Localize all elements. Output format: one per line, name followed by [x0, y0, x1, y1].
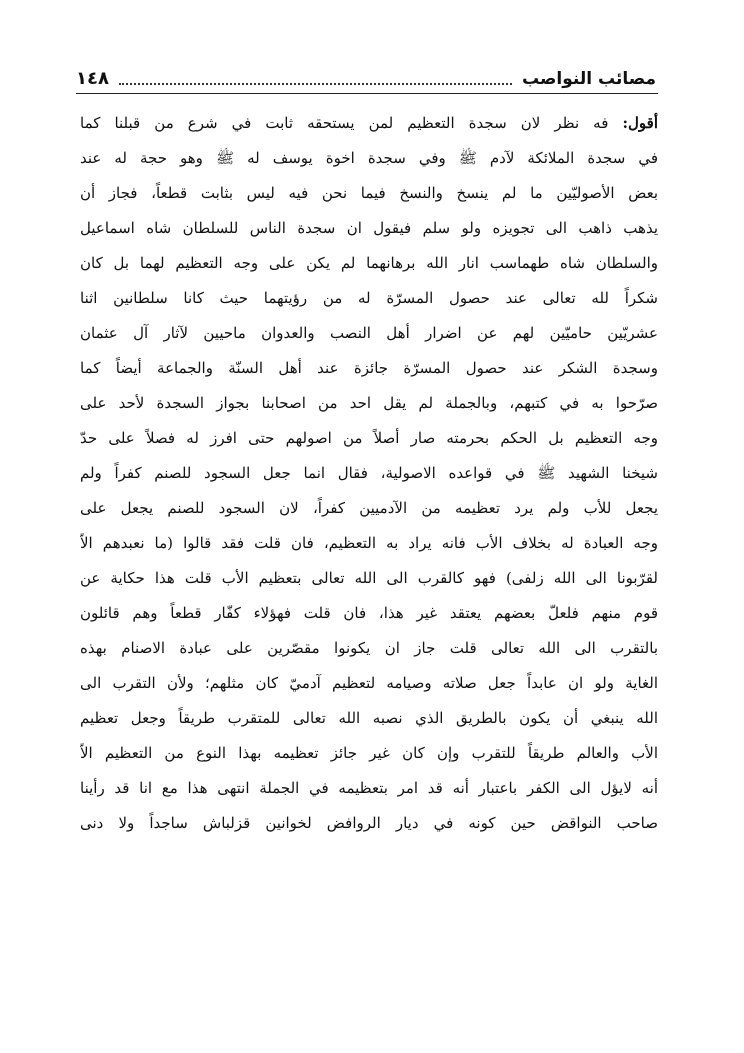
- text-line: وسجدة الشكر عند حصول المسرّة جائزة عند أهل السنّة والجماعة أيضاً كما: [80, 359, 658, 377]
- lead-word: أقول:: [622, 114, 658, 132]
- text-line: صاحب النواقض حين كونه في ديار الروافض لخوانين قزلباش ساجداً ولا دنى: [80, 814, 658, 832]
- text-line: الأب والعالم طريقاً للتقرب وإن كان غير جائز تعظيمه بهذا النوع من التعظيم الاّ: [80, 744, 658, 762]
- text-line: يذهب ذاهب الى تجويزه ولو سلم فيقول ان سجدة الناس للسلطان شاه اسماعيل: [80, 219, 658, 237]
- line-text: فه نظر لان سجدة التعظيم لمن يستحقه ثابت في شرع من قبلنا كما: [80, 114, 623, 132]
- text-line: والسلطان شاه طهماسب انار الله برهانهما لم يكن على وجه التعظيم لهما بل كان: [80, 254, 658, 272]
- text-line: صرّحوا به في كتبهم، وبالجملة لم يقل احد من اصحابنا بجواز السجدة لأحد على: [80, 394, 658, 412]
- text-line: شيخنا الشهيد ﷺ في قواعده الاصولية، فقال انما جعل السجود للصنم كفراً ولم: [80, 464, 658, 482]
- text-line: [80, 106, 658, 141]
- book-title: مصائب النواصب: [521, 69, 656, 89]
- text-line: في سجدة الملائكة لآدم ﷺ وفي سجدة اخوة يوسف له ﷺ وهو حجة له عند: [80, 149, 658, 167]
- text-line: يجعل للأب ولم يرد تعظيمه من الآدميين كفراً، لان السجود للصنم يجعل على: [80, 499, 658, 517]
- body-text: [80, 106, 658, 841]
- dot-leader: [119, 82, 512, 85]
- text-line: بالتقرب الى الله تعالى قلت جاز ان يكونوا مقصّرين على عبادة الاصنام بهذه: [80, 639, 658, 657]
- page-number: ١٤٨: [76, 68, 109, 89]
- text-line: قوم منهم فلعلّ بعضهم يعتقد غير هذا، فان قلت فهؤلاء كفّار قطعاً وهم قائلون: [80, 604, 658, 622]
- text-line: لقرّبونا الى الله زلفى) فهو كالقرب الى الله تعالى بتعظيم الأب قلت هذا حكاية عن: [80, 569, 658, 587]
- text-line: بعض الأصوليّين ما لم ينسخ والنسخ فيما نحن فيه ليس بثابت قطعاً، فجاز أن: [80, 184, 658, 202]
- header-divider: [76, 93, 658, 94]
- text-line: الغاية ولو ان عابداً جعل صلاته وصيامه لتعظيم آدميّ كان مثلهم؛ ولأن التقرب الى: [80, 674, 658, 692]
- text-line: الله ينبغي أن يكون بالطريق الذي نصبه الله تعالى للمتقرب طريقاً وجعل تعظيم: [80, 709, 658, 727]
- text-line: عشريّين حاميّين لهم عن اضرار أهل النصب والعدوان ماحيين لآثار آل عثمان: [80, 324, 658, 342]
- text-line: وجه التعظيم بل الحكم بحرمته صار أصلاً من اصولهم حتى افرز له فصلاً على حدّ: [80, 429, 658, 447]
- text-line: وجه العبادة له بخلاف الأب فانه يراد به التعظيم، فان قلت فقد قالوا (ما نعبدهم الاّ: [80, 534, 658, 552]
- text-line: أنه لايؤل الى الكفر باعتبار أنه قد امر بتعظيمه في الجملة انتهى هذا مع انا قد رأينا: [80, 779, 658, 797]
- running-header: [76, 62, 656, 90]
- text-line: شكراً لله تعالى عند حصول المسرّة له من رؤيتهما حيث كانا سلطانين اثنا: [80, 289, 658, 307]
